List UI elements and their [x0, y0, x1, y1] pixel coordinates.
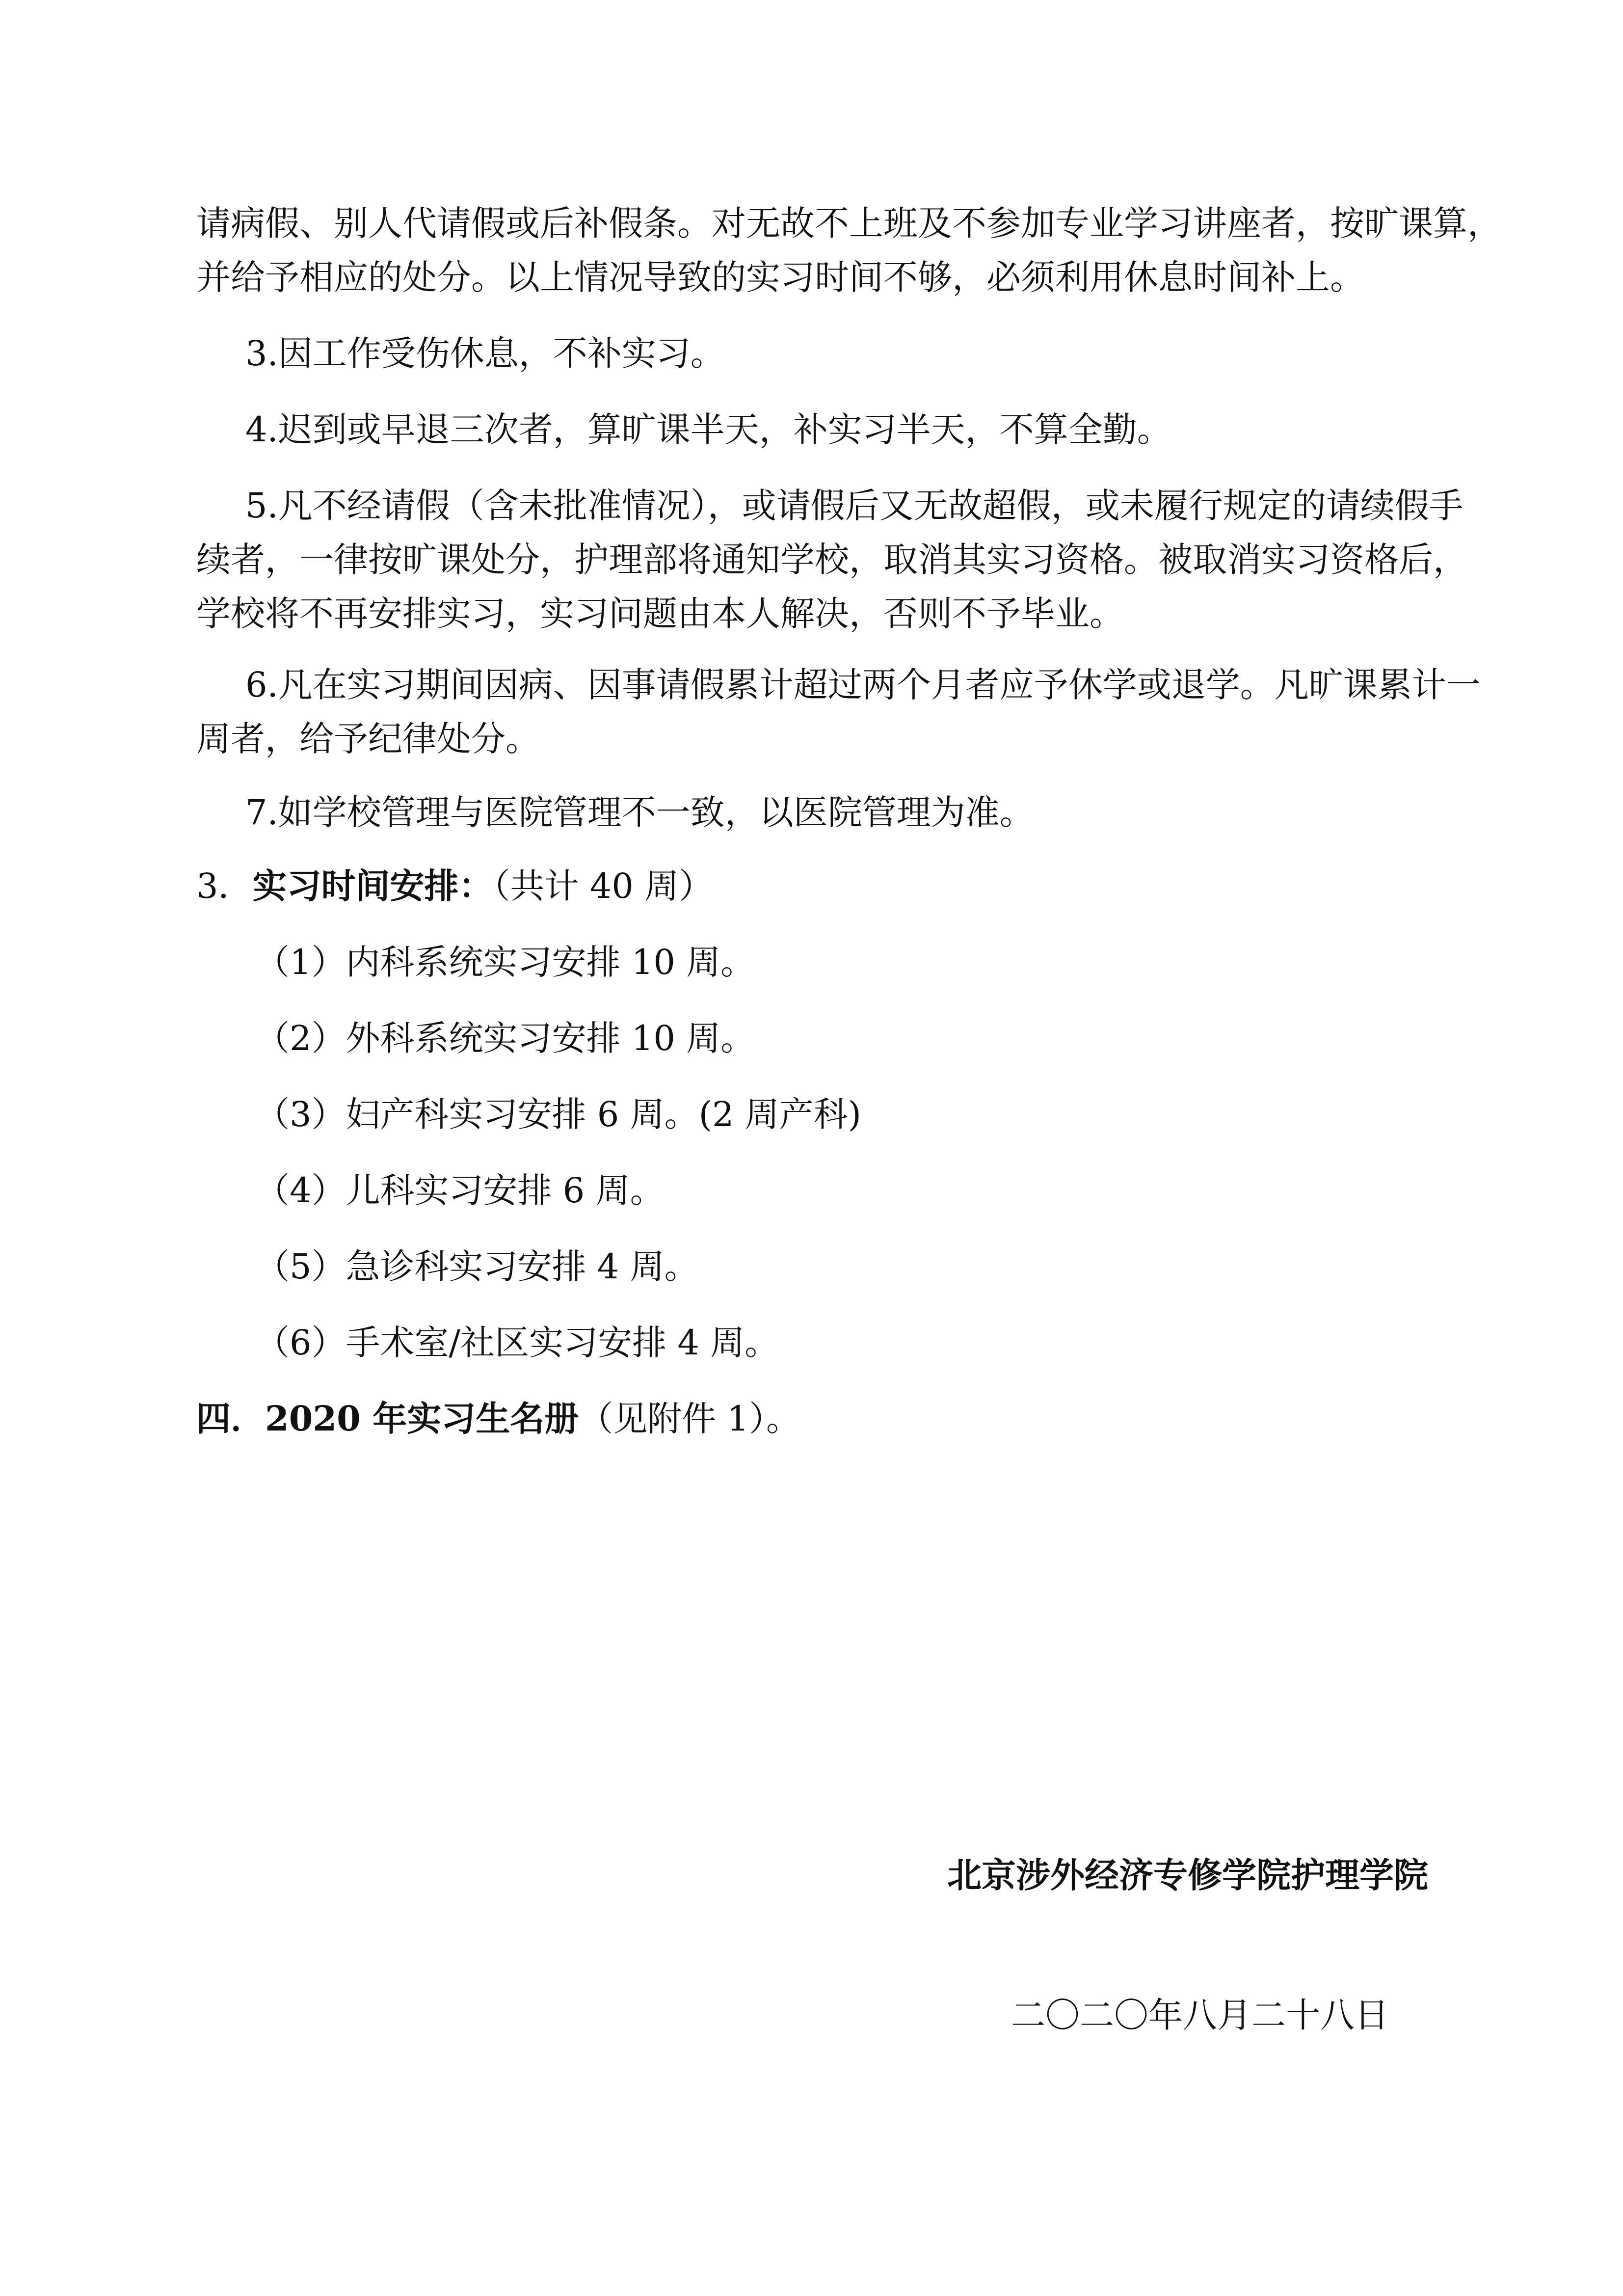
signature-date: 二〇二〇年八月二十八日 — [1011, 1995, 1389, 2035]
paragraph-continuation-line-1: 请病假、别人代请假或后补假条。对无故不上班及不参加专业学习讲座者，按旷课算， — [196, 203, 1502, 243]
section-4-note: （见附件 1）。 — [579, 1399, 800, 1439]
schedule-item-2: （2）外科系统实习安排 10 周。 — [255, 1018, 755, 1058]
schedule-item-4: （4）儿科实习安排 6 周。 — [255, 1170, 665, 1211]
rule-5-line-2: 续者，一律按旷课处分，护理部将通知学校，取消其实习资格。被取消实习资格后， — [196, 540, 1467, 580]
rule-6-line-2: 周者，给予纪律处分。 — [196, 719, 540, 759]
section-3-note: （共计 40 周） — [493, 866, 714, 906]
schedule-item-3: （3）妇产科实习安排 6 周。(2 周产科) — [255, 1094, 861, 1134]
schedule-item-5: （5）急诊科实习安排 4 周。 — [255, 1246, 699, 1287]
paragraph-continuation-line-2: 并给予相应的处分。以上情况导致的实习时间不够，必须利用休息时间补上。 — [196, 257, 1364, 297]
rule-7: 7.如学校管理与医院管理不一致，以医院管理为准。 — [245, 792, 1034, 833]
rule-3: 3.因工作受伤休息，不补实习。 — [245, 333, 725, 374]
schedule-item-6: （6）手术室/社区实习安排 4 周。 — [255, 1323, 779, 1363]
schedule-item-1: （1）内科系统实习安排 10 周。 — [255, 942, 755, 982]
section-4-title: 四．2020 年实习生名册 — [196, 1398, 579, 1439]
rule-5-line-1: 5.凡不经请假（含未批准情况），或请假后又无故超假，或未履行规定的请续假手 — [245, 486, 1463, 526]
rule-5-line-3: 学校将不再安排实习，实习问题由本人解决，否则不予毕业。 — [196, 594, 1124, 634]
section-4-heading — [196, 1392, 800, 1446]
section-3-heading — [196, 859, 713, 913]
rule-6-line-1: 6.凡在实习期间因病、因事请假累计超过两个月者应予休学或退学。凡旷课累计一 — [245, 665, 1481, 705]
rule-4: 4.迟到或早退三次者，算旷课半天，补实习半天，不算全勤。 — [245, 409, 1171, 450]
section-3-title: 实习时间安排： — [252, 865, 493, 906]
section-3-number: 3． — [196, 866, 253, 906]
signature-organization: 北京涉外经济专修学院护理学院 — [947, 1855, 1428, 1895]
